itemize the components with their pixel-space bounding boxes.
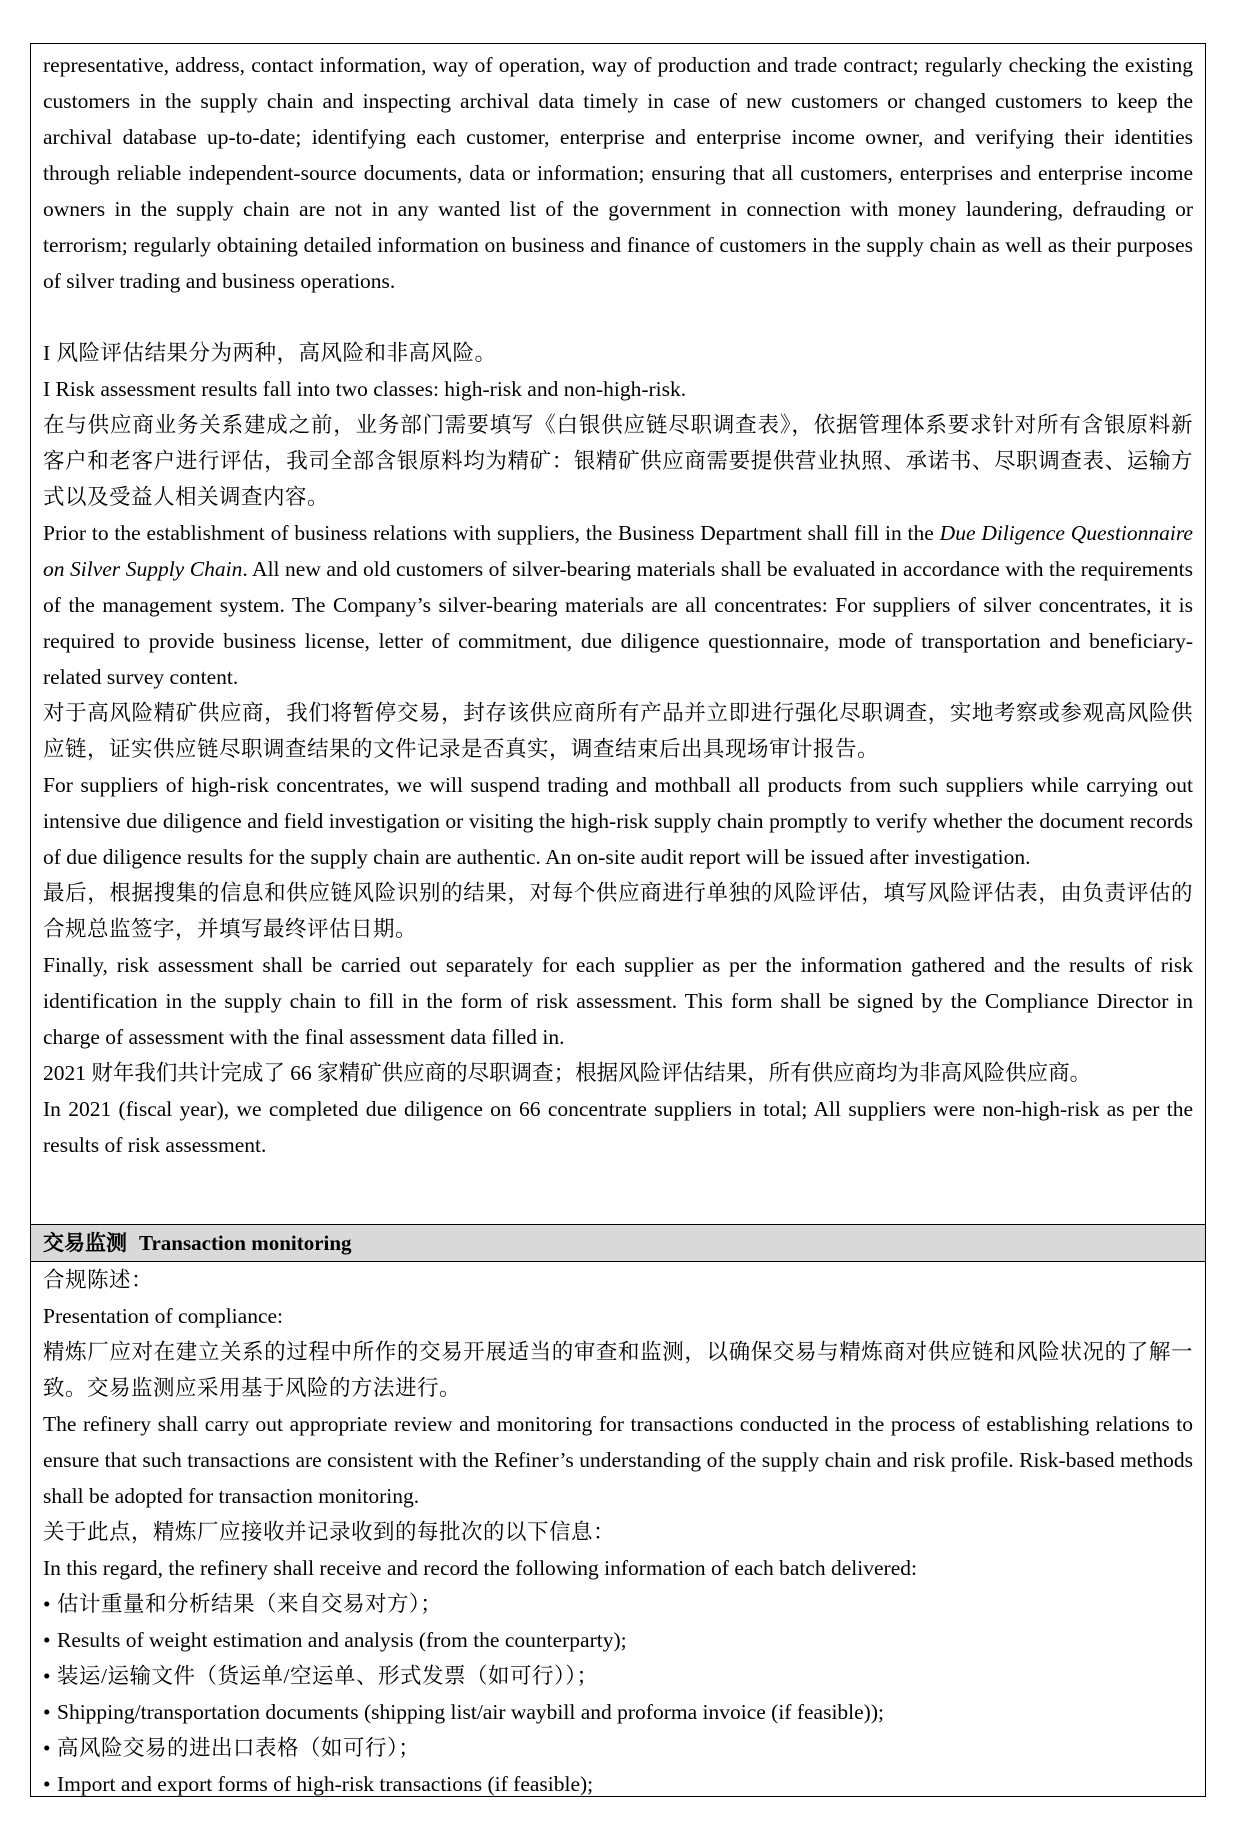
bullet-text: 装运/运输文件（货运单/空运单、形式发票（如可行））； <box>57 1664 599 1688</box>
blank-line <box>43 299 1193 335</box>
bullet-text: Shipping/transportation documents (shipping list/air waybill and proforma invoice (if feasible)); <box>57 1700 884 1724</box>
bullet-item-en <box>43 1622 1193 1658</box>
prior-establishment-zh: 在与供应商业务关系建成之前，业务部门需要填写《白银供应链尽职调查表》，依据管理体系要求针对所有含银原料新客户和老客户进行评估，我司全部含银原料均为精矿：银精矿供应商需要提供营业执照、承诺书、尽职调查表、运输方式以及受益人相关调查内容。 <box>43 413 1193 509</box>
high-risk-suppliers-en: For suppliers of high-risk concentrates, we will suspend trading and mothball all products from such suppliers while carrying out intensive due diligence and field investigation or visiting the high-risk supply chain promptly to verify whether the document records of due diligence results for the supply chain are authentic. An on-site audit report will be issued after investigation. <box>43 773 1193 869</box>
bullet-icon: • <box>43 1664 52 1688</box>
bullet-icon: • <box>43 1736 52 1760</box>
bullet-item-zh <box>43 1586 1193 1622</box>
document-table <box>30 43 1206 1797</box>
risk-assessment-cell <box>31 44 1205 1224</box>
bullet-icon: • <box>43 1700 51 1724</box>
fy2021-summary-en: In 2021 (fiscal year), we completed due diligence on 66 concentrate suppliers in total; All suppliers were non-high-risk as per the results of risk assessment. <box>43 1097 1193 1157</box>
batch-info-en: In this regard, the refinery shall receive and record the following information of each batch delivered: <box>43 1556 917 1580</box>
bullet-text: 估计重量和分析结果（来自交易对方）； <box>57 1592 443 1616</box>
section-header-en: Transaction monitoring <box>139 1231 352 1255</box>
risk-classes-zh: I 风险评估结果分为两种，高风险和非高风险。 <box>43 341 497 365</box>
fy2021-summary-zh: 2021 财年我们共计完成了 66 家精矿供应商的尽职调查；根据风险评估结果，所有供应商均为非高风险供应商。 <box>43 1061 1092 1085</box>
bullet-icon: • <box>43 1628 51 1652</box>
bullet-item-en <box>43 1694 1193 1730</box>
prior-establishment-en <box>43 515 1193 695</box>
presentation-zh: 合规陈述： <box>43 1268 154 1292</box>
bullet-text: 高风险交易的进出口表格（如可行）； <box>57 1736 421 1760</box>
refinery-review-en: The refinery shall carry out appropriate review and monitoring for transactions conducted in the process of establishing relations to ensure that such transactions are consistent with the Refiner’s understanding of the supply chain and risk profile. Risk-based methods shall be adopted for transaction monitoring. <box>43 1412 1193 1508</box>
risk-classes-en: I Risk assessment results fall into two classes: high-risk and non-high-risk. <box>43 377 687 401</box>
bullet-icon: • <box>43 1772 51 1796</box>
final-assessment-zh: 最后，根据搜集的信息和供应链风险识别的结果，对每个供应商进行单独的风险评估，填写风险评估表，由负责评估的合规总监签字，并填写最终评估日期。 <box>43 881 1193 941</box>
bullet-item-zh <box>43 1730 1193 1766</box>
bullet-item-zh <box>43 1658 1193 1694</box>
prior-establishment-en-start: Prior to the establishment of business relations with suppliers, the Business Department shall fill in the <box>43 521 940 545</box>
prior-establishment-en-end: . All new and old customers of silver-bearing materials shall be evaluated in accordance with the requirements of the management system. The Company’s silver-bearing materials are all concentrates: For suppliers of silver concentrates, it is required to provide business license, letter of commitment, due diligence questionnaire, mode of transportation and beneficiary-related survey content. <box>43 557 1194 689</box>
bullet-item-en <box>43 1766 1193 1802</box>
final-assessment-en: Finally, risk assessment shall be carried out separately for each supplier as per the information gathered and the results of risk identification in the supply chain to fill in the form of risk assessment. This form shall be signed by the Compliance Director in charge of assessment with the final assessment data filled in. <box>43 953 1193 1049</box>
bullet-text: Import and export forms of high-risk transactions (if feasible); <box>57 1772 594 1796</box>
transaction-monitoring-cell <box>31 1262 1205 1796</box>
customer-identification-paragraph: representative, address, contact information, way of operation, way of production and trade contract; regularly checking the existing customers in the supply chain and inspecting archival data timely in case of new customers or changed customers to keep the archival database up-to-date; identifying each customer, enterprise and enterprise income owner, and verifying their identities through reliable independent-source documents, data or information; ensuring that all customers, enterprises and enterprise income owners in the supply chain are not in any wanted list of the government in connection with money laundering, defrauding or terrorism; regularly obtaining detailed information on business and finance of customers in the supply chain as well as their purposes of silver trading and business operations. <box>43 53 1193 293</box>
presentation-en: Presentation of compliance: <box>43 1304 284 1328</box>
bullet-icon: • <box>43 1592 52 1616</box>
section-header-transaction-monitoring <box>31 1224 1205 1262</box>
refinery-review-zh: 精炼厂应对在建立关系的过程中所作的交易开展适当的审查和监测，以确保交易与精炼商对供应链和风险状况的了解一致。交易监测应采用基于风险的方法进行。 <box>43 1340 1193 1400</box>
questionnaire-title: Due Diligence Questionnaire on Silver Supply Chain <box>43 521 1193 581</box>
high-risk-suppliers-zh: 对于高风险精矿供应商，我们将暂停交易，封存该供应商所有产品并立即进行强化尽职调查，实地考察或参观高风险供应链，证实供应链尽职调查结果的文件记录是否真实，调查结束后出具现场审计报告。 <box>43 701 1193 761</box>
section-header-zh: 交易监测 <box>43 1231 127 1255</box>
batch-info-zh: 关于此点，精炼厂应接收并记录收到的每批次的以下信息： <box>43 1520 616 1544</box>
bullet-text: Results of weight estimation and analysis (from the counterparty); <box>57 1628 627 1652</box>
